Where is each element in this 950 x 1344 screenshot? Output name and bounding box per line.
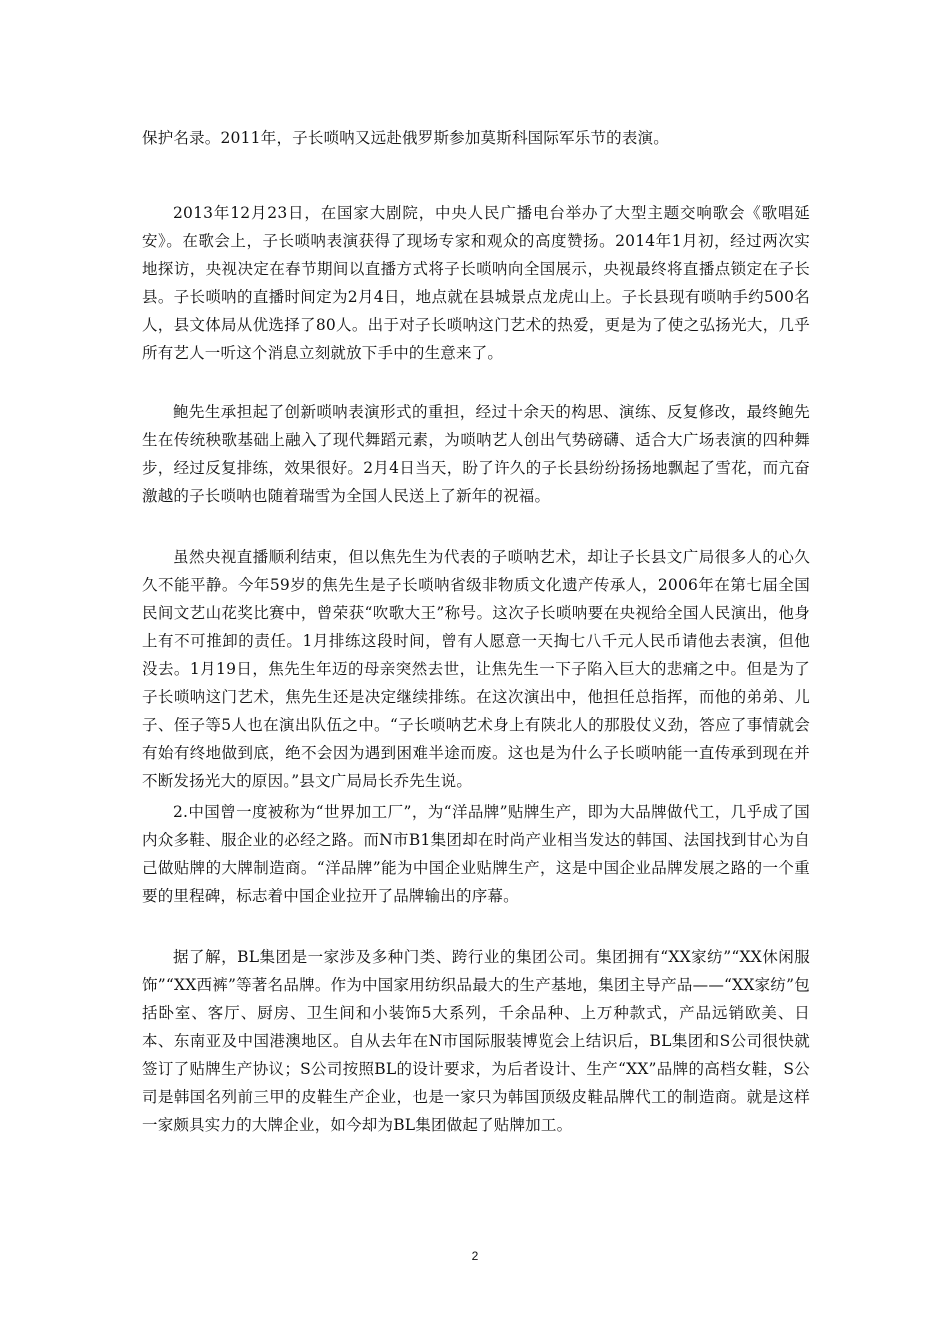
paragraph-bl-group: 据了解，BL集团是一家涉及多种门类、跨行业的集团公司。集团拥有“XX家纺”“XX休闲服饰”“XX西裤”等著名品牌。作为中国家用纺织品最大的生产基地，集团主导产品——“XX家纺”包括卧室、客厅、厨房、卫生间和小装饰5大系列，千余品种、上万种款式，产品远销欧美、日本、东南亚及中国港澳地区。自从去年在N市国际服装博览会上结识后，BL集团和S公司很快就签订了贴牌生产协议；S公司按照BL的设计要求，为后者设计、生产“XX”品牌的高档女鞋，S公司是韩国名列前三甲的皮鞋生产企业，也是一家只为韩国顶级皮鞋品牌代工的制造商。就是这样一家颇具实力的大牌企业，如今却为BL集团做起了贴牌加工。: [142, 948, 810, 1134]
page-number: 2: [471, 1249, 479, 1263]
paragraph-yanan-concert: 2013年12月23日，在国家大剧院，中央人民广播电台举办了大型主题交响歌会《歌唱延安》。在歌会上，子长唢呐表演获得了现场专家和观众的高度赞扬。2014年1月初，经过两次实地探访，央视决定在春节期间以直播方式将子长唢呐向全国展示，央视最终将直播点锁定在子长县。子长唢呐的直播时间定为2月4日，地点就在县城景点龙虎山上。子长县现有唢呐手约500名人，县文体局从优选择了80人。出于对子长唢呐这门艺术的热爱，更是为了使之弘扬光大，几乎所有艺人一听这个消息立刻就放下手中的生意来了。: [142, 204, 810, 362]
paragraph-bao-choreography: 鲍先生承担起了创新唢呐表演形式的重担，经过十余天的构思、演练、反复修改，最终鲍先生在传统秧歌基础上融入了现代舞蹈元素，为唢呐艺人创出气势磅礴、适合大广场表演的四种舞步，经过反复排练，效果很好。2月4日当天，盼了许久的子长县纷纷扬扬地飘起了雪花，而亢奋激越的子长唢呐也随着瑞雪为全国人民送上了新年的祝福。: [142, 403, 810, 505]
paragraph-jiao-inheritor: 虽然央视直播顺利结束，但以焦先生为代表的子唢呐艺术，却让子长县文广局很多人的心久久不能平静。今年59岁的焦先生是子长唢呐省级非物质文化遗产传承人，2006年在第七届全国民间文艺山花奖比赛中，曾荣获“吹歌大王”称号。这次子长唢呐要在央视给全国人民演出，他身上有不可推卸的责任。1月排练这段时间，曾有人愿意一天掏七八千元人民币请他去表演，但他没去。1月19日，焦先生年迈的母亲突然去世，让焦先生一下子陷入巨大的悲痛之中。但是为了子长唢呐这门艺术，焦先生还是决定继续排练。在这次演出中，他担任总指挥，而他的弟弟、儿子、侄子等5人也在演出队伍之中。“子长唢呐艺术身上有陕北人的那股仗义劲，答应了事情就会有始有终地做到底，绝不会因为遇到困难半途而废。这也是为什么子长唢呐能一直传承到现在并不断发扬光大的原因。”县文广局局长乔先生说。: [142, 548, 810, 790]
paragraph-oem-intro: 2.中国曾一度被称为“世界加工厂”，为“洋品牌”贴牌生产，即为大品牌做代工，几乎成了国内众多鞋、服企业的必经之路。而N市B1集团却在时尚产业相当发达的韩国、法国找到甘心为自己做贴牌的大牌制造商。“洋品牌”能为中国企业贴牌生产，这是中国企业品牌发展之路的一个重要的里程碑，标志着中国企业拉开了品牌输出的序幕。: [142, 803, 810, 905]
paragraph-continuation: 保护名录。2011年，子长唢呐又远赴俄罗斯参加莫斯科国际军乐节的表演。: [142, 129, 669, 147]
